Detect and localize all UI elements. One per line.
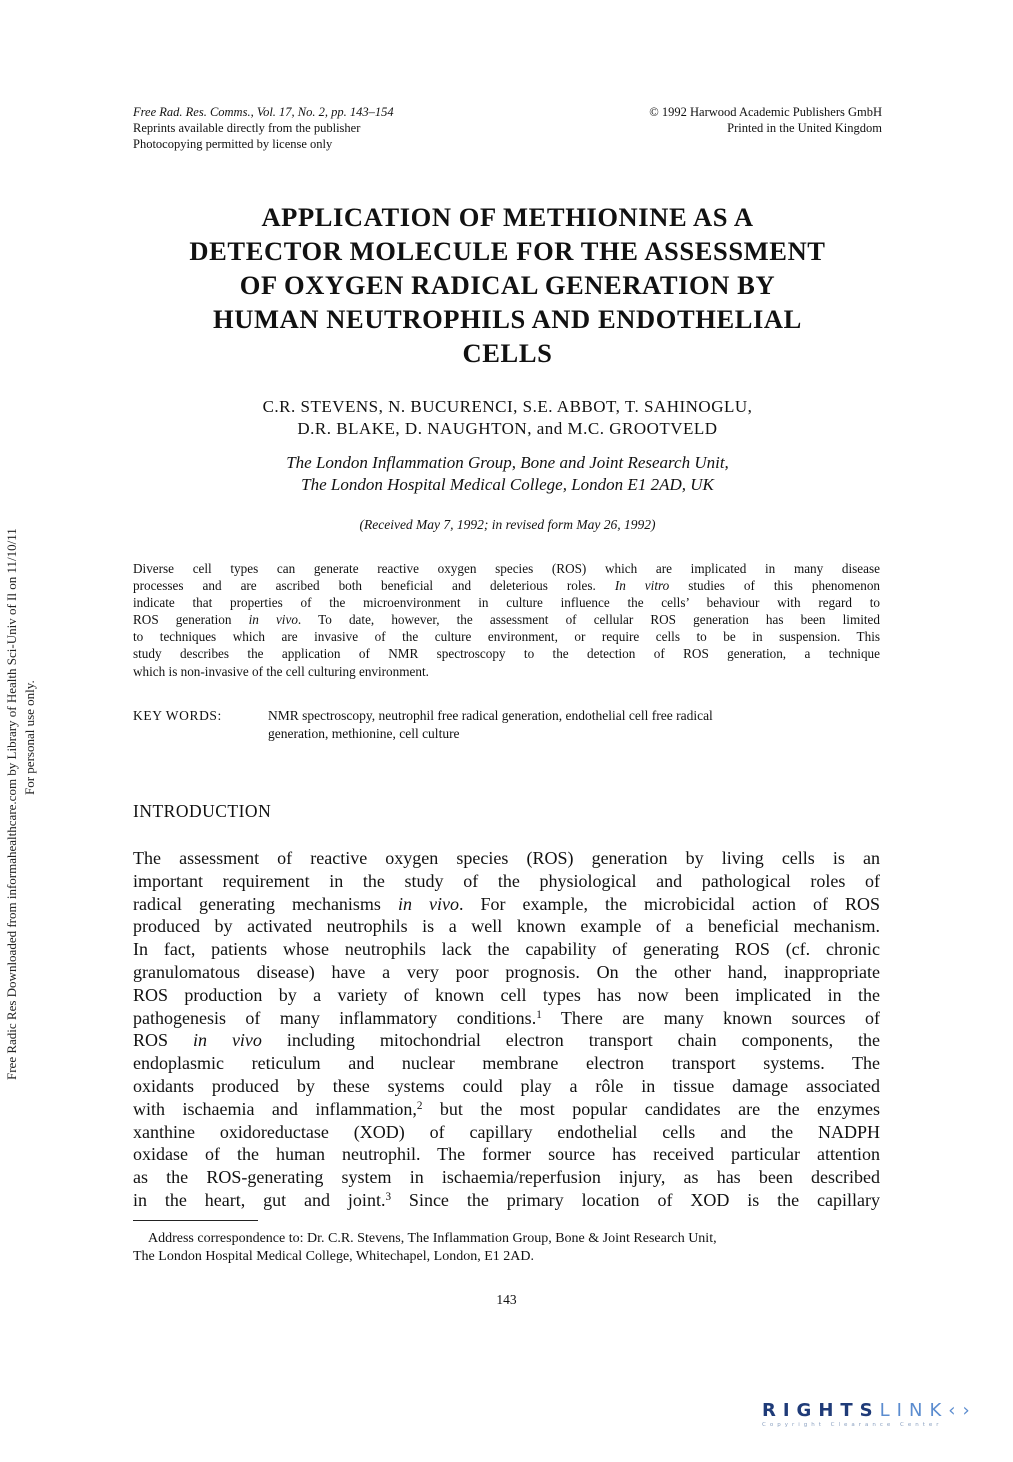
body-line: The assessment of reactive oxygen species (ROS) generation by living cells is an <box>133 848 880 868</box>
title-line: APPLICATION OF METHIONINE AS A <box>261 202 754 232</box>
body-line: oxidants produced by these systems could play a rôle in tissue damage associated <box>133 1075 880 1096</box>
body-line: produced by activated neutrophils is a well known example of a beneficial mechanism. <box>133 916 880 937</box>
footnote-line: Address correspondence to: Dr. C.R. Stevens, The Inflammation Group, Bone & Joint Research Unit, <box>148 1231 717 1246</box>
body-line: granulomatous disease) have a very poor prognosis. On the other hand, inappropriate <box>133 961 880 982</box>
abstract-line: to techniques which are invasive of the culture environment, or require cells to be in suspension. This <box>133 629 880 645</box>
keywords-line: NMR spectroscopy, neutrophil free radical generation, endothelial cell free radical <box>268 708 713 723</box>
rightslink-bold: RIGHTS <box>762 1400 880 1421</box>
correspondence-footnote <box>133 1230 880 1266</box>
body-line: endoplasmic reticulum and nuclear membrane electron transport systems. The <box>133 1053 880 1074</box>
introduction-body <box>133 847 880 1212</box>
journal-citation: Free Rad. Res. Comms., Vol. 17, No. 2, pp. 143–154 <box>133 105 394 119</box>
body-line: with ischaemia and inflammation,$^2$ but the most popular candidates are the enzymes <box>133 1098 880 1119</box>
body-line: radical generating mechanisms in vivo. For example, the microbicidal action of ROS <box>133 893 880 914</box>
rightslink-logo[interactable] <box>762 1400 1002 1436</box>
affiliation-line: The London Inflammation Group, Bone and Joint Research Unit, <box>286 453 729 472</box>
journal-header-right <box>649 104 882 136</box>
abstract-line: ROS generation in vivo. To date, however, the assessment of cellular ROS generation has been limited <box>133 612 880 628</box>
keywords-line: generation, methionine, cell culture <box>268 726 460 741</box>
watermark-line: Free Radic Res Downloaded from informahealthcare.com by Library of Health Sci-Univ of Il on 11/10/11 <box>4 528 19 1080</box>
title-line: OF OXYGEN RADICAL GENERATION BY <box>239 270 776 300</box>
abstract-line: Diverse cell types can generate reactive oxygen species (ROS) which are implicated in many disease <box>133 561 880 576</box>
keywords-label: KEY WORDS: <box>133 708 222 723</box>
abstract-line: study describes the application of NMR spectroscopy to the detection of ROS generation, a technique <box>133 646 880 662</box>
page-number: 143 <box>496 1292 517 1307</box>
body-line: xanthine oxidoreductase (XOD) of capillary endothelial cells and the NADPH <box>133 1121 880 1142</box>
abstract-line: indicate that properties of the microenvironment in culture influence the cells’ behaviour with regard to <box>133 595 880 611</box>
printed-in-line: Printed in the United Kingdom <box>727 121 882 135</box>
paper-title <box>120 200 895 370</box>
keywords <box>268 707 880 743</box>
abstract-line: processes and are ascribed both beneficial and deleterious roles. In vitro studies of this phenomenon <box>133 578 881 594</box>
abstract-line: which is non-invasive of the cell culturing environment. <box>133 663 429 679</box>
body-line: oxidase of the human neutrophil. The former source has received particular attention <box>133 1144 880 1165</box>
body-line: as the ROS-generating system in ischaemia/reperfusion injury, as has been described <box>133 1167 880 1188</box>
title-line: HUMAN NEUTROPHILS AND ENDOTHELIAL <box>213 304 802 334</box>
body-line: pathogenesis of many inflammatory conditions.$^1$ There are many known sources of <box>133 1007 880 1028</box>
author-line: D.R. BLAKE, D. NAUGHTON, and M.C. GROOTVELD <box>297 419 718 438</box>
section-heading-introduction: INTRODUCTION <box>133 801 272 821</box>
affiliation-line: The London Hospital Medical College, London E1 2AD, UK <box>301 475 714 494</box>
affiliation <box>120 452 895 496</box>
received-dates: (Received May 7, 1992; in revised form May 26, 1992) <box>359 517 656 532</box>
body-line: In fact, patients whose neutrophils lack the capability of generating ROS (cf. chronic <box>133 939 880 960</box>
reprint-note: Reprints available directly from the publisher <box>133 121 361 135</box>
author-list <box>120 396 895 440</box>
body-line: in the heart, gut and joint.$^3$ Since the primary location of XOD is the capillary <box>133 1189 880 1210</box>
footnote-line: The London Hospital Medical College, Whitechapel, London, E1 2AD. <box>133 1249 534 1264</box>
rightslink-arrow-icon: ‹› <box>948 1400 977 1421</box>
rightslink-tagline: Copyright Clearance Center <box>762 1422 943 1428</box>
rightslink-light: LINK <box>879 1400 949 1421</box>
body-line: ROS production by a variety of known cell types has now been implicated in the <box>133 984 880 1005</box>
author-line: C.R. STEVENS, N. BUCURENCI, S.E. ABBOT, T. SAHINOGLU, <box>262 397 753 416</box>
copyright-line: © 1992 Harwood Academic Publishers GmbH <box>649 105 882 119</box>
title-line: DETECTOR MOLECULE FOR THE ASSESSMENT <box>189 236 826 266</box>
watermark-line: For personal use only. <box>22 680 37 795</box>
rightslink-wordmark <box>762 1400 1002 1421</box>
body-line: important requirement in the study of the physiological and pathological roles of <box>133 870 880 891</box>
photocopy-note: Photocopying permitted by license only <box>133 137 333 151</box>
journal-header-left <box>133 104 394 152</box>
body-line: ROS in vivo including mitochondrial electron transport chain components, the <box>133 1030 881 1051</box>
download-watermark <box>0 0 60 1462</box>
title-line: CELLS <box>462 338 553 368</box>
abstract <box>133 560 880 680</box>
footnote-divider <box>133 1220 258 1221</box>
